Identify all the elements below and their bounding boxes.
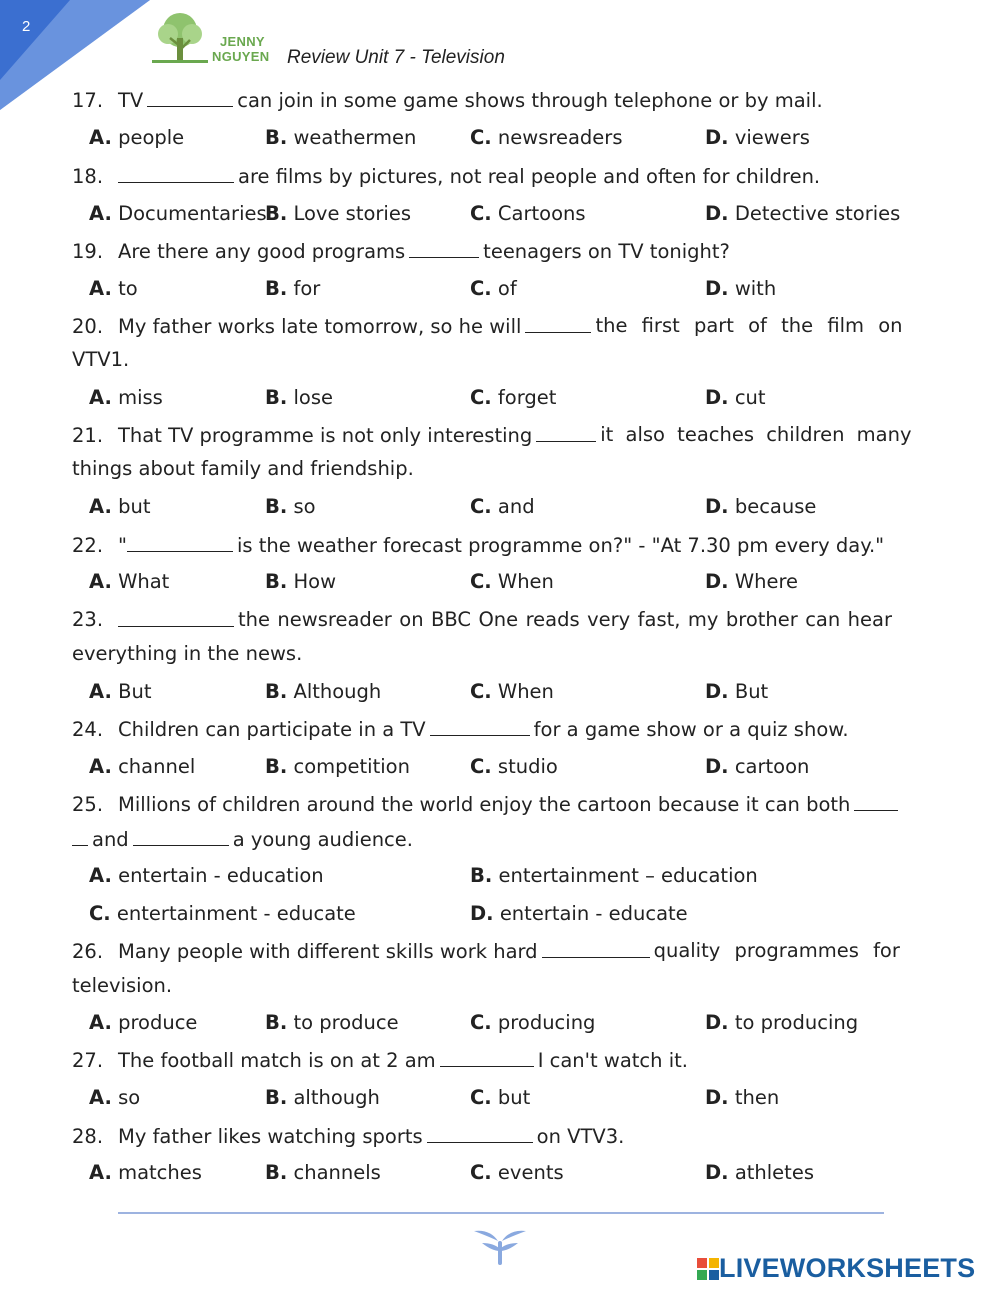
option-c[interactable]: C. Cartoons <box>470 202 586 225</box>
option-a[interactable]: A. produce <box>89 1011 198 1034</box>
option-c[interactable]: C. producing <box>470 1011 596 1034</box>
question-number: 21. <box>72 424 104 447</box>
option-c[interactable]: C. but <box>470 1086 531 1109</box>
liveworksheets-text: LIVEWORKSHEETS <box>719 1253 976 1283</box>
question-27 <box>72 1048 892 1078</box>
option-a[interactable]: A. to <box>89 277 138 300</box>
question-17 <box>72 88 892 118</box>
option-d[interactable]: D. athletes <box>705 1161 814 1184</box>
answer-blank-end <box>72 827 88 846</box>
answer-blank[interactable] <box>427 1124 533 1143</box>
question-text: Are there any good programs <box>118 240 406 263</box>
page-title: Review Unit 7 - Television <box>287 47 505 68</box>
question-continuation <box>72 827 413 851</box>
question-21 <box>72 423 912 453</box>
question-number: 27. <box>72 1049 104 1072</box>
question-text: quality programmes for <box>653 939 900 962</box>
option-b[interactable]: B. although <box>265 1086 380 1109</box>
option-c[interactable]: C. events <box>470 1161 564 1184</box>
question-text: are films by pictures, not real people and often for children. <box>238 165 821 188</box>
answer-blank[interactable] <box>525 314 591 333</box>
question-20 <box>72 314 903 344</box>
answer-blank[interactable] <box>118 164 234 183</box>
option-d[interactable]: D. with <box>705 277 777 300</box>
question-text: The football match is on at 2 am <box>118 1049 436 1072</box>
question-text: Millions of children around the world enjoy the cartoon because it can both <box>118 793 851 816</box>
question-continuation: television. <box>72 974 173 997</box>
option-a[interactable]: A. people <box>89 126 185 149</box>
option-b[interactable]: B. Love stories <box>265 202 411 225</box>
option-b[interactable]: B. for <box>265 277 321 300</box>
answer-blank[interactable] <box>118 608 234 627</box>
option-d[interactable]: D. cartoon <box>705 755 810 778</box>
option-d[interactable]: D. then <box>705 1086 780 1109</box>
answer-blank[interactable] <box>440 1048 534 1067</box>
question-text: a young audience. <box>232 828 413 851</box>
question-text: on VTV3. <box>536 1125 625 1148</box>
option-a[interactable]: A. so <box>89 1086 141 1109</box>
answer-blank[interactable] <box>854 792 898 811</box>
option-a[interactable]: A. but <box>89 495 151 518</box>
option-b[interactable]: B. competition <box>265 755 410 778</box>
question-continuation: everything in the news. <box>72 642 303 665</box>
question-text: TV <box>118 89 144 112</box>
brand-name <box>212 34 269 64</box>
option-d[interactable]: D. to producing <box>705 1011 859 1034</box>
brand-line1: JENNY <box>220 34 265 49</box>
question-25 <box>72 792 892 822</box>
question-text: My father works late tomorrow, so he will <box>118 315 522 338</box>
question-22 <box>72 533 892 563</box>
option-c[interactable]: C. forget <box>470 386 557 409</box>
question-text: it also teaches children many <box>600 423 912 446</box>
question-number: 19. <box>72 240 104 263</box>
option-c[interactable]: C. When <box>470 680 554 703</box>
question-number: 22. <box>72 534 104 557</box>
answer-blank[interactable] <box>536 423 596 442</box>
question-text: for a game show or a quiz show. <box>533 718 849 741</box>
liveworksheets-logo-icon <box>697 1258 719 1280</box>
answer-blank[interactable] <box>409 239 479 258</box>
question-number: 28. <box>72 1125 104 1148</box>
question-text: the first part of the film on <box>595 314 903 337</box>
question-number: 23. <box>72 608 104 631</box>
question-text: " <box>118 534 127 557</box>
question-text: My father likes watching sports <box>118 1125 423 1148</box>
question-number: 24. <box>72 718 104 741</box>
question-19 <box>72 239 892 269</box>
question-continuation: things about family and friendship. <box>72 457 414 480</box>
question-23 <box>72 608 892 638</box>
question-text: the newsreader on BBC One reads very fast, my brother can hear <box>238 608 892 631</box>
option-d[interactable]: D. cut <box>705 386 766 409</box>
option-a[interactable]: A. But <box>89 680 152 703</box>
option-a[interactable]: A. miss <box>89 386 163 409</box>
option-b[interactable]: B. How <box>265 570 337 593</box>
option-b[interactable]: B. entertainment – education <box>470 864 758 887</box>
question-text: Children can participate in a TV <box>118 718 426 741</box>
option-b[interactable]: B. channels <box>265 1161 381 1184</box>
question-24 <box>72 717 892 747</box>
footer-ornament-icon <box>470 1225 530 1267</box>
answer-blank[interactable] <box>127 533 233 552</box>
question-28 <box>72 1124 892 1154</box>
option-c[interactable]: C. When <box>470 570 554 593</box>
question-text: and <box>92 828 129 851</box>
question-26 <box>72 939 900 969</box>
question-text: teenagers on TV tonight? <box>483 240 730 263</box>
option-c[interactable]: C. entertainment - educate <box>89 902 356 925</box>
answer-blank[interactable] <box>542 939 650 958</box>
question-number: 25. <box>72 793 104 816</box>
liveworksheets-watermark <box>697 1253 975 1285</box>
answer-blank[interactable] <box>147 88 233 107</box>
option-b[interactable]: B. to produce <box>265 1011 399 1034</box>
question-continuation: VTV1. <box>72 348 130 371</box>
footer-divider <box>118 1212 884 1214</box>
option-a[interactable]: A. entertain - education <box>89 864 324 887</box>
page-number: 2 <box>22 18 31 35</box>
question-text: can join in some game shows through telephone or by mail. <box>237 89 823 112</box>
question-text: That TV programme is not only interesting <box>118 424 533 447</box>
option-c[interactable]: C. and <box>470 495 535 518</box>
question-number: 17. <box>72 89 104 112</box>
option-a[interactable]: A. matches <box>89 1161 202 1184</box>
option-d[interactable]: D. Where <box>705 570 799 593</box>
question-text: I can't watch it. <box>537 1049 688 1072</box>
option-d[interactable]: D. because <box>705 495 817 518</box>
option-d[interactable]: D. But <box>705 680 769 703</box>
answer-blank[interactable] <box>430 717 530 736</box>
question-text: Many people with different skills work hard <box>118 940 538 963</box>
option-a[interactable]: A. channel <box>89 755 196 778</box>
question-number: 26. <box>72 940 104 963</box>
option-d[interactable]: D. viewers <box>705 126 810 149</box>
option-a[interactable]: A. What <box>89 570 170 593</box>
option-b[interactable]: B. Although <box>265 680 382 703</box>
option-b[interactable]: B. so <box>265 495 316 518</box>
brand-line2: NGUYEN <box>212 49 270 64</box>
option-a[interactable]: A. Documentaries <box>89 202 267 225</box>
option-c[interactable]: C. newsreaders <box>470 126 623 149</box>
option-d[interactable]: D. Detective stories <box>705 202 901 225</box>
question-18 <box>72 164 892 194</box>
option-d[interactable]: D. entertain - educate <box>470 902 688 925</box>
tree-logo-icon <box>150 10 210 68</box>
option-c[interactable]: C. of <box>470 277 517 300</box>
option-b[interactable]: B. weathermen <box>265 126 417 149</box>
question-number: 20. <box>72 315 104 338</box>
option-b[interactable]: B. lose <box>265 386 333 409</box>
option-c[interactable]: C. studio <box>470 755 558 778</box>
question-text: is the weather forecast programme on?" - "At 7.30 pm every day." <box>236 534 885 557</box>
answer-blank[interactable] <box>133 827 229 846</box>
question-number: 18. <box>72 165 104 188</box>
